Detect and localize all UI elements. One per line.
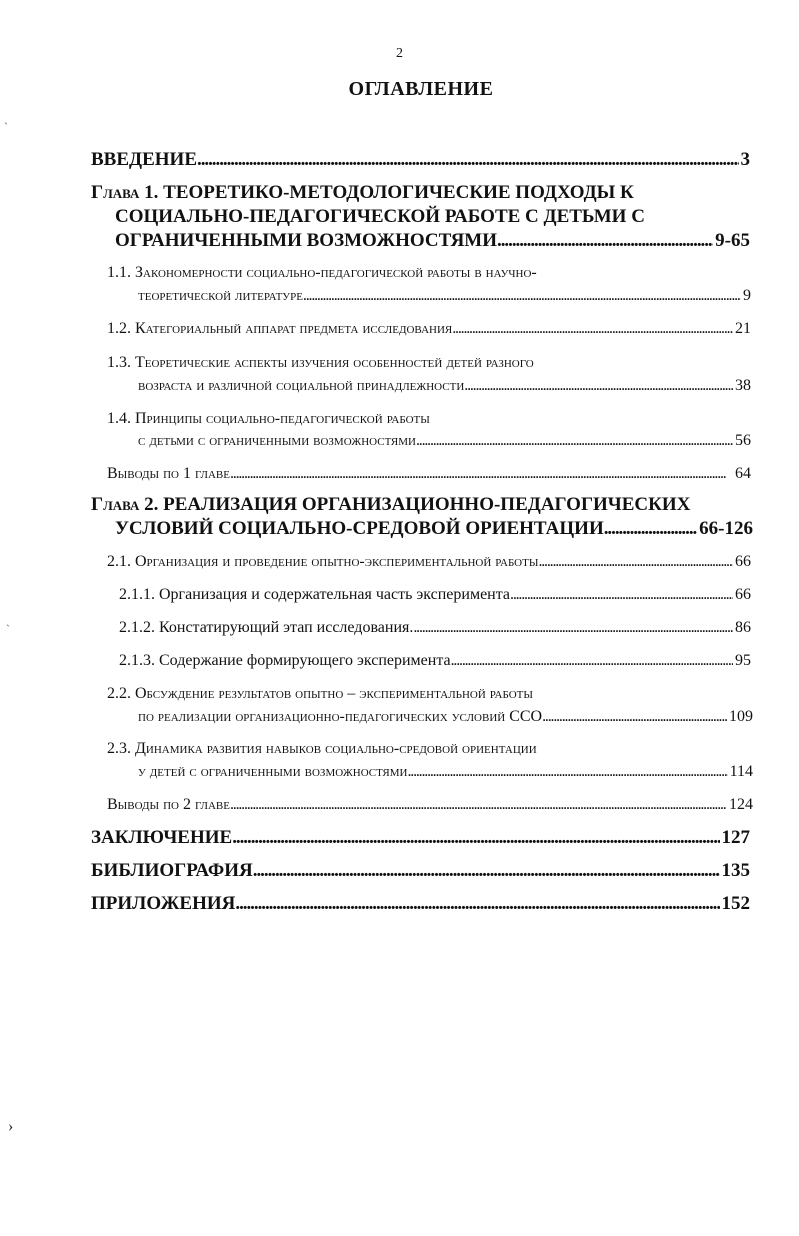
toc-section-1-4-line-1: 1.4. Принципы социально-педагогической работы [107, 410, 430, 427]
toc-title: ОГЛАВЛЕНИЕ [348, 78, 494, 100]
leader-dots [232, 827, 719, 849]
toc-chapter-2-line-2 [115, 518, 753, 540]
toc-subsection-2-1-1 [119, 586, 751, 604]
leader-dots [510, 586, 733, 604]
toc-entry-title: 2.1.2. Констатирующий этап исследования. [119, 619, 414, 636]
toc-chapter-1-line-3 [115, 230, 750, 252]
toc-entry-page: 135 [721, 860, 750, 881]
toc-entry-title: 1.2. Категориальный аппарат предмета исследования [107, 320, 453, 337]
leader-dots [538, 553, 733, 571]
toc-entry-title: по реализации организационно-педагогических условий ССО [138, 708, 543, 725]
toc-entry-page: 124 [729, 796, 753, 813]
chapter-title-part: РЕАЛИЗАЦИЯ ОРГАНИЗАЦИОННО-ПЕДАГОГИЧЕСКИХ [163, 494, 691, 515]
chapter-label: Глава 2. [91, 494, 159, 515]
leader-dots [230, 796, 727, 814]
toc-section-2-3-line-1: 2.3. Динамика развития навыков социально-средовой ориентации [107, 740, 537, 757]
toc-entry-title: ЗАКЛЮЧЕНИЕ [91, 827, 233, 848]
toc-entry-bibliography [91, 860, 750, 882]
toc-entry-page: 9-65 [715, 230, 750, 251]
toc-entry-intro [91, 149, 750, 171]
leader-dots [230, 465, 733, 483]
toc-section-1-4-line-2 [138, 432, 751, 450]
toc-entry-page: 21 [735, 320, 751, 337]
page-number: 2 [396, 46, 403, 61]
toc-entry-title: с детьми с ограниченными возможностями [138, 432, 416, 449]
leader-dots [413, 619, 733, 637]
toc-entry-conclusion [91, 827, 750, 849]
leader-dots [416, 432, 733, 450]
toc-entry-page: 66-126 [699, 518, 753, 539]
leader-dots [235, 893, 719, 915]
toc-conclusions-2 [107, 796, 753, 814]
toc-subsection-2-1-2 [119, 619, 751, 637]
leader-dots [303, 287, 741, 305]
toc-chapter-2-line-1 [91, 494, 690, 516]
toc-entry-page: 95 [735, 652, 751, 669]
toc-chapter-1-line-2: СОЦИАЛЬНО-ПЕДАГОГИЧЕСКОЙ РАБОТЕ С ДЕТЬМИ С [115, 206, 645, 227]
toc-subsection-2-1-3 [119, 652, 751, 670]
leader-dots [542, 708, 727, 726]
toc-section-2-2-line-1: 2.2. Обсуждение результатов опытно – экспериментальной работы [107, 685, 533, 702]
chapter-title-part: УСЛОВИЙ СОЦИАЛЬНО-СРЕДОВОЙ ОРИЕНТАЦИИ [115, 518, 604, 539]
leader-dots [451, 652, 733, 670]
toc-entry-page: 9 [743, 287, 751, 304]
toc-entry-title: БИБЛИОГРАФИЯ [91, 860, 253, 881]
toc-entry-page: 114 [729, 763, 753, 780]
toc-entry-title: Выводы по 2 главе [107, 796, 230, 813]
toc-section-1-1-line-1: 1.1. Закономерности социально-педагогической работы в научно- [107, 264, 537, 281]
toc-conclusions-1 [107, 465, 751, 483]
scan-artifact-mark: ` [4, 120, 8, 134]
leader-dots [604, 518, 697, 540]
toc-entry-page: 56 [735, 432, 751, 449]
chapter-title-part: ТЕОРЕТИКО-МЕТОДОЛОГИЧЕСКИЕ ПОДХОДЫ К [163, 182, 634, 203]
scan-artifact-mark: ` [6, 622, 10, 636]
toc-entry-appendix [91, 893, 750, 915]
toc-section-1-3-line-2 [138, 377, 751, 395]
toc-entry-title: возраста и различной социальной принадлежности [138, 377, 465, 394]
toc-section-1-1-line-2 [138, 287, 751, 305]
toc-entry-page: 109 [729, 708, 753, 725]
toc-entry-page: 38 [735, 377, 751, 394]
leader-dots [452, 320, 733, 338]
toc-entry-title: 2.1.3. Содержание формирующего эксперимента [119, 652, 451, 669]
toc-section-1-3-line-1: 1.3. Теоретические аспекты изучения особенностей детей разного [107, 354, 534, 371]
toc-entry-title: 2.1. Организация и проведение опытно-экспериментальной работы [107, 553, 539, 570]
toc-entry-page: 64 [735, 465, 751, 482]
toc-entry-page: 86 [735, 619, 751, 636]
leader-dots [464, 377, 733, 395]
toc-section-2-1 [107, 553, 751, 571]
toc-entry-page: 66 [735, 586, 751, 603]
toc-entry-title: у детей с ограниченными возможностями [138, 763, 408, 780]
toc-entry-page: 3 [740, 149, 750, 170]
scan-artifact-mark: › [8, 1118, 14, 1135]
leader-dots [497, 230, 713, 252]
toc-section-2-3-line-2 [138, 763, 753, 781]
leader-dots [253, 860, 720, 882]
toc-entry-title: ВВЕДЕНИЕ [91, 149, 197, 170]
toc-entry-page: 127 [721, 827, 750, 848]
toc-entry-page: 152 [721, 893, 750, 914]
toc-entry-title: 2.1.1. Организация и содержательная часть эксперимента [119, 586, 511, 603]
toc-entry-title: теоретической литературе [138, 287, 303, 304]
leader-dots [407, 763, 727, 781]
chapter-label: Глава 1. [91, 182, 159, 203]
leader-dots [197, 149, 739, 171]
chapter-title-part: ОГРАНИЧЕННЫМИ ВОЗМОЖНОСТЯМИ [115, 230, 498, 251]
toc-entry-page: 66 [735, 553, 751, 570]
toc-entry-title: ПРИЛОЖЕНИЯ [91, 893, 236, 914]
toc-section-1-2 [107, 320, 751, 338]
toc-section-2-2-line-2 [138, 708, 753, 726]
toc-entry-title: Выводы по 1 главе [107, 465, 230, 482]
toc-chapter-1-line-1 [91, 182, 634, 204]
